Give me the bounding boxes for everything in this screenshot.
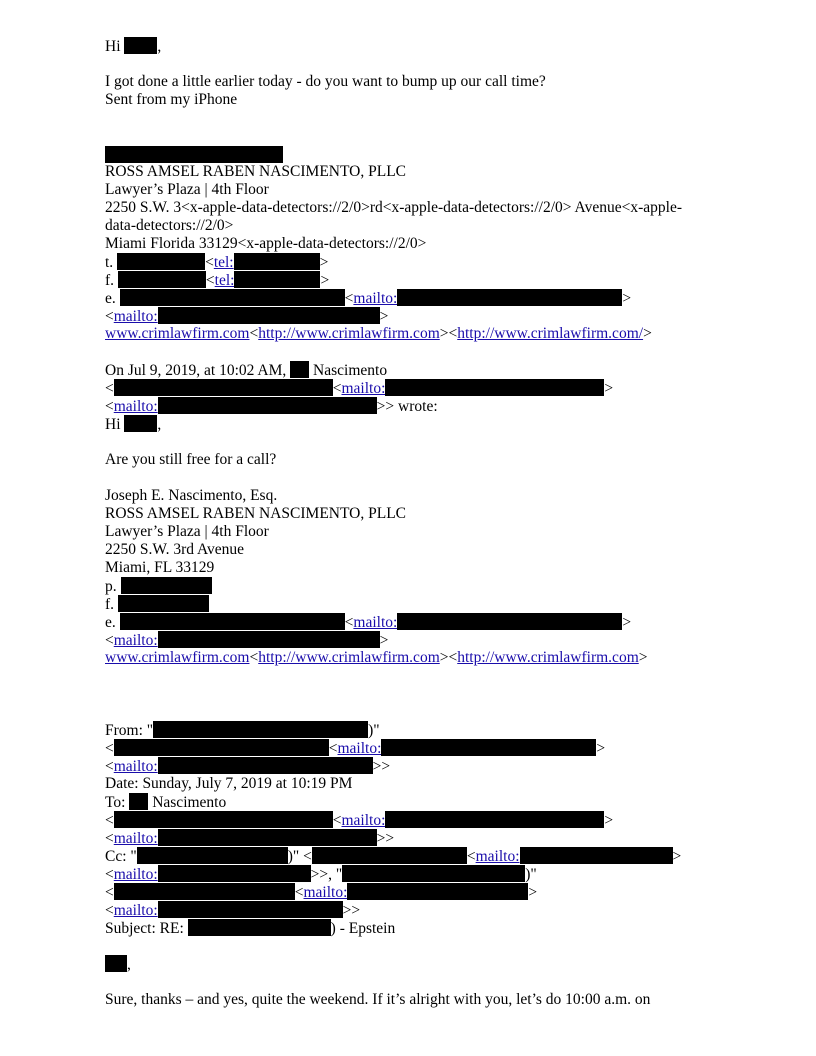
message-line: I got done a little earlier today - do you want to bump up our call time? [105, 73, 546, 90]
address-city: Miami Florida 33129<x-apple-data-detectors://2/0> [105, 235, 427, 252]
redaction-box [158, 757, 373, 774]
quote-email-line: < <mailto: > [105, 380, 614, 397]
redaction-box [124, 415, 157, 432]
redaction-box [158, 631, 380, 648]
redaction-box [312, 847, 467, 864]
redaction-box [120, 289, 345, 306]
redaction-box [342, 865, 525, 882]
to-email-cont: <mailto: >> [105, 830, 395, 847]
redaction-box [105, 955, 127, 972]
website-link[interactable]: www.crimlawfirm.com [105, 325, 250, 342]
redaction-box [158, 397, 377, 414]
from-line: From: " )" [105, 722, 380, 739]
mailto-link[interactable]: mailto: [303, 884, 348, 901]
mailto-link[interactable]: mailto: [475, 848, 520, 865]
address-line-a: 2250 S.W. 3<x-apple-data-detectors://2/0>rd<x-apple-data-detectors://2/0> Avenue<x-apple- [105, 199, 682, 216]
redaction-box [121, 577, 212, 594]
redaction-box [397, 613, 622, 630]
sig2-floor: Lawyer’s Plaza | 4th Floor [105, 523, 269, 540]
redaction-box [158, 865, 311, 882]
sig2-name: Joseph E. Nascimento, Esq. [105, 487, 278, 504]
to-line: To: Nascimento [105, 794, 227, 811]
redaction-box [124, 37, 157, 54]
mailto-link[interactable]: mailto: [113, 758, 158, 775]
mailto-link[interactable]: mailto: [113, 866, 158, 883]
redaction-box [117, 253, 205, 270]
sig2-email: e. <mailto: > [105, 614, 632, 631]
mailto-link[interactable]: mailto: [113, 308, 158, 325]
tel-link[interactable]: tel: [213, 254, 234, 271]
redaction-box [234, 271, 320, 288]
firm-name: ROSS AMSEL RABEN NASCIMENTO, PLLC [105, 163, 407, 180]
redaction-box [520, 847, 673, 864]
redaction-box [158, 829, 377, 846]
mailto-link[interactable]: mailto: [113, 632, 158, 649]
address-line-b: data-detectors://2/0> [105, 217, 234, 234]
redaction-box [105, 146, 283, 163]
website-http-link-2[interactable]: http://www.crimlawfirm.com [457, 649, 639, 666]
mailto-link[interactable]: mailto: [337, 740, 382, 757]
quote-greeting: Hi , [105, 416, 162, 433]
cc-line-3: < <mailto: > [105, 884, 538, 901]
redaction-box [385, 379, 604, 396]
sig2-phone: p. [105, 577, 212, 595]
redaction-box [290, 361, 309, 378]
redaction-box [397, 289, 622, 306]
date-line: Date: Sunday, July 7, 2019 at 10:19 PM [105, 775, 353, 792]
redaction-box [129, 793, 148, 810]
mailto-link[interactable]: mailto: [353, 614, 398, 631]
mailto-link[interactable]: mailto: [341, 380, 386, 397]
email-line-cont: <mailto: > [105, 308, 389, 325]
website-line: www.crimlawfirm.com<http://www.crimlawfirm.com><http://www.crimlawfirm.com/> [105, 325, 652, 342]
website-http-link[interactable]: http://www.crimlawfirm.com [258, 325, 440, 342]
tel-link[interactable]: tel: [214, 272, 235, 289]
mailto-link[interactable]: mailto: [113, 830, 158, 847]
sent-from-line: Sent from my iPhone [105, 91, 238, 108]
redaction-box [158, 307, 380, 324]
mailto-link[interactable]: mailto: [113, 398, 158, 415]
redaction-box [114, 883, 295, 900]
sig2-fax: f. [105, 595, 209, 613]
mailto-link[interactable]: mailto: [341, 812, 386, 829]
reply-body: Sure, thanks – and yes, quite the weekend. If it’s alright with you, let’s do 10:00 a.m. on [105, 991, 651, 1008]
email-line: e. <mailto: > [105, 290, 632, 307]
redaction-box [234, 253, 320, 270]
from-email-cont: <mailto: >> [105, 758, 391, 775]
cc-line-2: <mailto: >>, " )" [105, 866, 537, 883]
quote-question: Are you still free for a call? [105, 451, 277, 468]
redaction-box [118, 271, 206, 288]
sig2-street: 2250 S.W. 3rd Avenue [105, 541, 245, 558]
sig2-website: www.crimlawfirm.com<http://www.crimlawfirm.com><http://www.crimlawfirm.com> [105, 649, 648, 666]
greeting-line: Hi , [105, 38, 162, 55]
redaction-box [158, 901, 343, 918]
cc-line: Cc: " )" < <mailto: > [105, 848, 682, 865]
cc-line-4: <mailto: >> [105, 902, 361, 919]
fax-line: f. <tel: > [105, 272, 330, 289]
website-link[interactable]: www.crimlawfirm.com [105, 649, 250, 666]
redaction-box [347, 883, 528, 900]
redaction-box [381, 739, 596, 756]
sig2-firm: ROSS AMSEL RABEN NASCIMENTO, PLLC [105, 505, 407, 522]
mailto-link[interactable]: mailto: [353, 290, 398, 307]
reply-salutation: , [105, 955, 131, 973]
redaction-box [120, 613, 345, 630]
signature-name-redacted [105, 146, 283, 164]
website-http-link[interactable]: http://www.crimlawfirm.com [258, 649, 440, 666]
redaction-box [118, 595, 209, 612]
website-http-link-2[interactable]: http://www.crimlawfirm.com/ [457, 325, 644, 342]
tel-line: t. <tel: > [105, 254, 329, 271]
quote-email-line-cont: <mailto: >> wrote: [105, 398, 438, 415]
sig2-city: Miami, FL 33129 [105, 559, 215, 576]
redaction-box [385, 811, 604, 828]
firm-floor: Lawyer’s Plaza | 4th Floor [105, 181, 269, 198]
redaction-box [114, 811, 333, 828]
mailto-link[interactable]: mailto: [113, 902, 158, 919]
quote-header: On Jul 9, 2019, at 10:02 AM, Nascimento [105, 362, 388, 379]
subject-line: Subject: RE: ) - Epstein [105, 920, 396, 937]
redaction-box [114, 739, 329, 756]
to-email: < <mailto: > [105, 812, 614, 829]
redaction-box [114, 379, 333, 396]
sig2-email-cont: <mailto: > [105, 632, 389, 649]
redaction-box [188, 919, 331, 936]
redaction-box [153, 721, 368, 738]
redaction-box [137, 847, 288, 864]
from-email: < <mailto: > [105, 740, 606, 757]
